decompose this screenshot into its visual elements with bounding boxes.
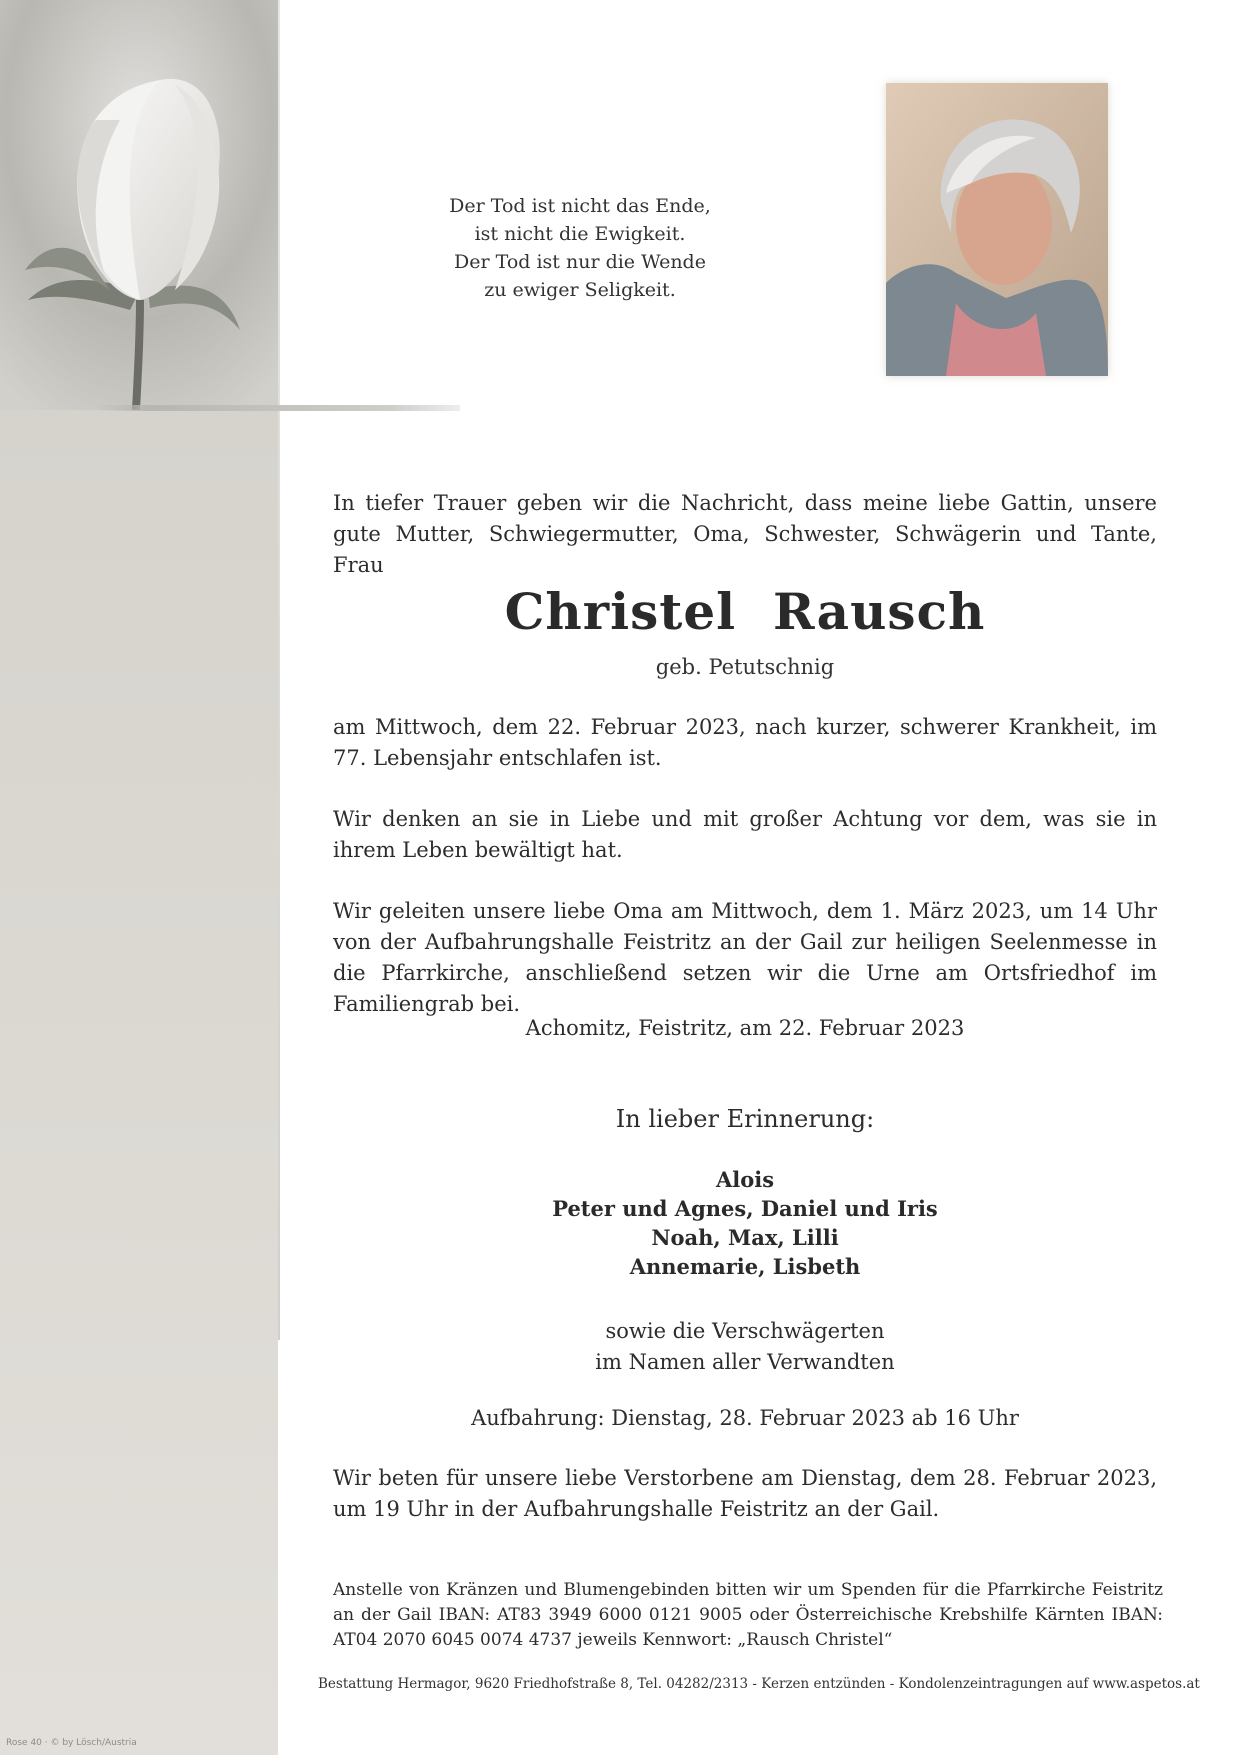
- viewing-info: Aufbahrung: Dienstag, 28. Februar 2023 ab 16 Uhr: [471, 1406, 1019, 1430]
- intro-paragraph: In tiefer Trauer geben wir die Nachricht, dass meine liebe Gattin, unsere gute Mutter, Schwiegermutter, Oma, Schwester, Schwägerin und Tante, Frau: [333, 491, 1157, 577]
- poem-line: zu ewiger Seligkeit.: [484, 279, 676, 301]
- white-rose-bud-icon: [0, 0, 278, 410]
- image-credit: Rose 40 · © by Lösch/Austria: [6, 1738, 137, 1748]
- mourner-line: Peter und Agnes, Daniel und Iris: [552, 1196, 938, 1221]
- rose-image: [0, 0, 278, 410]
- maiden-name: geb. Petutschnig: [655, 655, 835, 679]
- portrait-photo-icon: [886, 83, 1108, 376]
- poem-line: ist nicht die Ewigkeit.: [474, 223, 686, 245]
- relatives: [333, 1316, 1157, 1378]
- remembrance-paragraph: Wir denken an sie in Liebe und mit großer Achtung vor dem, was sie in ihrem Leben bewältigt hat.: [333, 807, 1157, 862]
- relatives-line: im Namen aller Verwandten: [595, 1350, 895, 1374]
- poem-line: Der Tod ist nicht das Ende,: [449, 195, 711, 217]
- funeral-home-footer: Bestattung Hermagor, 9620 Friedhofstraße 8, Tel. 04282/2313 - Kerzen entzünden - Kondolenzeintragungen auf www.aspetos.at: [318, 1676, 1200, 1692]
- mourners-list: [333, 1165, 1157, 1281]
- band-edge: [278, 0, 280, 1340]
- relatives-line: sowie die Verschwägerten: [605, 1319, 885, 1343]
- deceased-name: Christel Rausch: [504, 582, 986, 641]
- prayer-paragraph: Wir beten für unsere liebe Verstorbene am Dienstag, dem 28. Februar 2023, um 19 Uhr in der Aufbahrungshalle Feistritz an der Gail.: [333, 1466, 1157, 1521]
- mourner-line: Alois: [715, 1167, 775, 1192]
- band-gradient: [0, 410, 278, 1755]
- divider-line: [95, 405, 460, 411]
- donation-paragraph: Anstelle von Kränzen und Blumengebinden bitten wir um Spenden für die Pfarrkirche Feistritz an der Gail IBAN: AT83 3949 6000 0121 9005 oder Österreichische Krebshilfe Kärnten IBAN: AT04 2070 6045 0074 4737 jeweils Kennwort: „Rausch Christel“: [333, 1580, 1163, 1650]
- mourner-line: Annemarie, Lisbeth: [629, 1254, 861, 1279]
- mourner-line: Noah, Max, Lilli: [651, 1225, 839, 1250]
- in-memory-heading: In lieber Erinnerung:: [615, 1105, 875, 1133]
- poem-line: Der Tod ist nur die Wende: [454, 251, 706, 273]
- poem: [420, 192, 740, 304]
- place-date: Achomitz, Feistritz, am 22. Februar 2023: [525, 1016, 965, 1040]
- death-paragraph: am Mittwoch, dem 22. Februar 2023, nach kurzer, schwerer Krankheit, im 77. Lebensjahr entschlafen ist.: [333, 715, 1157, 770]
- funeral-paragraph: Wir geleiten unsere liebe Oma am Mittwoch, dem 1. März 2023, um 14 Uhr von der Aufbahrungshalle Feistritz an der Gail zur heiligen Seelenmesse in die Pfarrkirche, anschließend setzen wir die Urne am Ortsfriedhof im Familiengrab bei.: [333, 899, 1157, 1016]
- portrait-photo: [886, 83, 1108, 376]
